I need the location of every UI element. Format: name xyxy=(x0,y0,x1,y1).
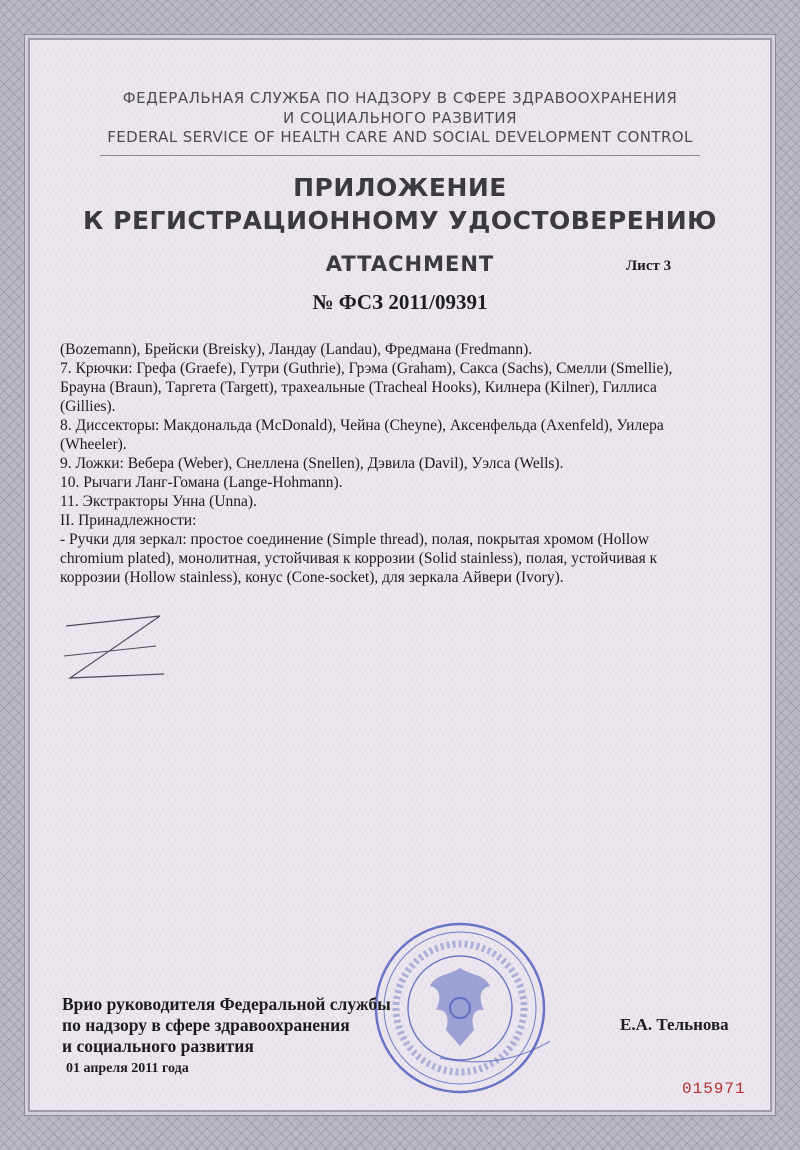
z-strikeout-mark xyxy=(60,612,170,688)
signatory-position-line1: Врио руководителя Федеральной службы xyxy=(62,994,391,1014)
signatory-position-line3: и социального развития xyxy=(62,1036,254,1056)
signatory-position-line2: по надзору в сфере здравоохранения xyxy=(62,1015,350,1035)
header-divider xyxy=(100,155,700,156)
body-line: 9. Ложки: Вебера (Weber), Снеллена (Snellen), Дэвила (Davil), Уэлса (Wells). xyxy=(60,455,564,472)
body-line: (Wheeler). xyxy=(60,436,127,453)
body-line: II. Принадлежности: xyxy=(60,512,197,529)
registration-number: № ФСЗ 2011/09391 xyxy=(312,290,488,314)
serial-number: 015971 xyxy=(682,1080,746,1098)
agency-name-ru-line1: ФЕДЕРАЛЬНАЯ СЛУЖБА ПО НАДЗОРУ В СФЕРЕ ЗДРАВООХРАНЕНИЯ xyxy=(122,89,678,107)
document-title-line2: К РЕГИСТРАЦИОННОМУ УДОСТОВЕРЕНИЮ xyxy=(83,206,717,235)
body-line: (Gillies). xyxy=(60,398,116,415)
attachment-label: ATTACHMENT xyxy=(325,252,495,276)
body-line: chromium plated), монолитная, устойчивая к коррозии (Solid stainless), полая, устойчивая к xyxy=(60,550,658,567)
agency-name-ru-line2: И СОЦИАЛЬНОГО РАЗВИТИЯ xyxy=(282,109,517,127)
attachment-body xyxy=(60,340,760,587)
signatory-position xyxy=(62,994,482,1057)
issue-date: 01 апреля 2011 года xyxy=(66,1061,189,1076)
body-line: коррозии (Hollow stainless), конус (Cone-socket), для зеркала Айвери (Ivory). xyxy=(60,569,564,586)
signer-name: Е.А. Тельнова xyxy=(620,1015,729,1034)
body-line: 10. Рычаги Ланг-Гомана (Lange-Hohmann). xyxy=(60,474,343,491)
body-line: 8. Диссекторы: Макдональда (McDonald), Чейна (Cheyne), Аксенфельда (Axenfeld), Уилера xyxy=(60,417,664,434)
body-line: (Bozemann), Брейски (Breisky), Ландау (Landau), Фредмана (Fredmann). xyxy=(60,341,533,358)
agency-name-en: FEDERAL SERVICE OF HEALTH CARE AND SOCIAL DEVELOPMENT CONTROL xyxy=(107,128,693,146)
body-line: Брауна (Braun), Таргета (Targett), трахеальные (Tracheal Hooks), Килнера (Kilner), Гиллиса xyxy=(60,379,657,396)
sheet-number: Лист 3 xyxy=(626,258,672,274)
body-line: 11. Экстракторы Унна (Unna). xyxy=(60,493,257,510)
body-line: - Ручки для зеркал: простое соединение (Simple thread), полая, покрытая хромом (Hollow xyxy=(60,531,650,548)
document-title-line1: ПРИЛОЖЕНИЕ xyxy=(293,173,507,202)
body-line: 7. Крючки: Грефа (Graefe), Гутри (Guthrie), Грэма (Graham), Сакса (Sachs), Смелли (Smellie), xyxy=(60,360,673,377)
